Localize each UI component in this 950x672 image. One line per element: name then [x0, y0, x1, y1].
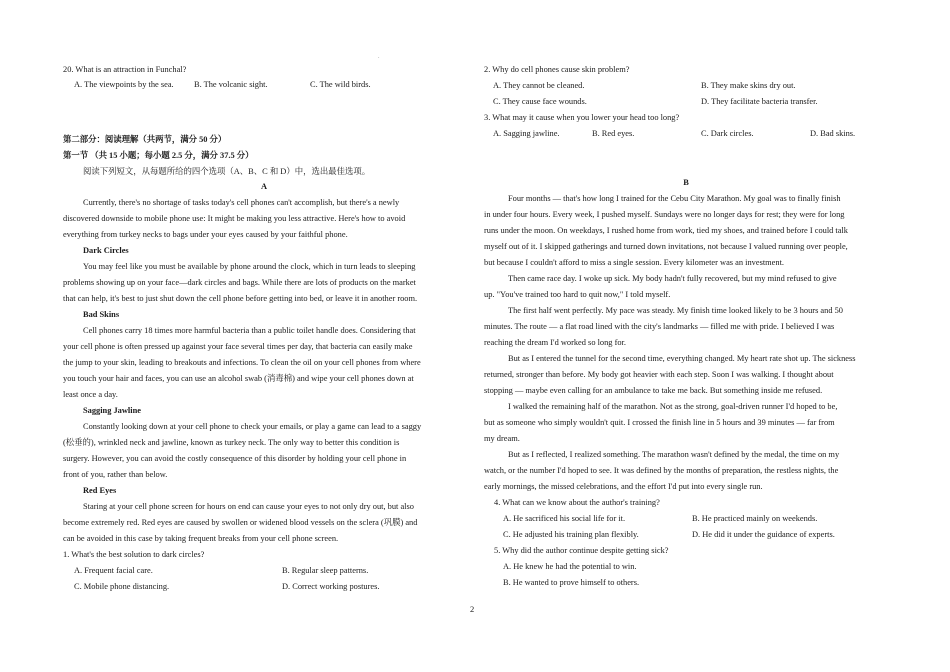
- q1-option-d: D. Correct working postures.: [282, 582, 380, 591]
- passage-a-line: that can help, it's best to just shut down the cell phone before getting into bed, or leave it in another room.: [63, 294, 418, 303]
- q3-option-a: A. Sagging jawline.: [493, 129, 560, 138]
- passage-b-line: but because I couldn't afford to miss a single session. Every kilometer was an investment.: [484, 258, 784, 267]
- heading-bad-skins: Bad Skins: [83, 310, 120, 319]
- section-title: 第一节 （共 15 小题；每小题 2.5 分，满分 37.5 分）: [63, 151, 254, 160]
- passage-b-line: watch, or the number I'd hoped to see. It was defined by the months of preparation, the restless nights, the: [484, 466, 839, 475]
- q2-option-b: B. They make skins dry out.: [701, 81, 796, 90]
- page-number: 2: [470, 604, 475, 614]
- passage-a-line: Cell phones carry 18 times more harmful bacteria than a public toilet handle does. Considering that: [83, 326, 416, 335]
- q2-question: 2. Why do cell phones cause skin problem?: [484, 65, 630, 74]
- passage-a-line: the jump to your skin, leading to breakouts and infections. To clean the oil on your cell phones from where: [63, 358, 421, 367]
- q4-option-c: C. He adjusted his training plan flexibly.: [503, 530, 639, 539]
- passage-b-line: stopping — maybe even calling for an ambulance to take me back. But something inside me refused.: [484, 386, 823, 395]
- q2-option-d: D. They facilitate bacteria transfer.: [701, 97, 818, 106]
- passage-b-line: reaching the dream I'd worked so long for.: [484, 338, 626, 347]
- part-title: 第二部分：阅读理解（共两节，满分 50 分）: [63, 135, 227, 144]
- heading-sagging-jawline: Sagging Jawline: [83, 406, 141, 415]
- passage-b-line: but as someone who simply wouldn't quit. I crossed the finish line in 5 hours and 39 minutes — far from: [484, 418, 835, 427]
- q3-question: 3. What may it cause when you lower your head too long?: [484, 113, 680, 122]
- q5-question: 5. Why did the author continue despite getting sick?: [494, 546, 669, 555]
- q20-option-c: C. The wild birds.: [310, 80, 371, 89]
- page-dot: .: [378, 54, 380, 60]
- q20-option-b: B. The volcanic sight.: [194, 80, 268, 89]
- passage-b-line: returned, stronger than before. My body got heavier with each step. Soon I was walking. I thought about: [484, 370, 834, 379]
- passage-b-line: Then came race day. I woke up sick. My body hadn't fully recovered, but my mind refused to give: [508, 274, 837, 283]
- passage-a-line: your cell phone is often pressed up against your face several times per day, that bacteria can easily make: [63, 342, 413, 351]
- q5-option-b: B. He wanted to prove himself to others.: [503, 578, 640, 587]
- q1-option-b: B. Regular sleep patterns.: [282, 566, 369, 575]
- q3-option-c: C. Dark circles.: [701, 129, 754, 138]
- passage-a-line: discovered downside to mobile phone use: It might be making you less attractive. Here's how to avoid: [63, 214, 406, 223]
- q4-question: 4. What can we know about the author's training?: [494, 498, 660, 507]
- q1-option-c: C. Mobile phone distancing.: [74, 582, 170, 591]
- q2-option-a: A. They cannot be cleaned.: [493, 81, 585, 90]
- passage-b-line: The first half went perfectly. My pace was steady. My finish time looked likely to be 3 hours and 50: [508, 306, 843, 315]
- passage-a-line: front of you, rather than below.: [63, 470, 168, 479]
- q4-option-d: D. He did it under the guidance of experts.: [692, 530, 835, 539]
- passage-b-line: up. "You've trained too hard to quit now," I told myself.: [484, 290, 671, 299]
- heading-red-eyes: Red Eyes: [83, 486, 117, 495]
- q20-option-a: A. The viewpoints by the sea.: [74, 80, 174, 89]
- passage-b-label: B: [683, 178, 689, 187]
- passage-a-line: Staring at your cell phone screen for hours on end can cause your eyes to not only dry out, but also: [83, 502, 414, 511]
- q20-question: 20. What is an attraction in Funchal?: [63, 65, 187, 74]
- q4-option-a: A. He sacrificed his social life for it.: [503, 514, 626, 523]
- instructions: 阅读下列短文，从每题所给的四个选项（A、B、C 和 D）中，选出最佳选项。: [83, 167, 371, 176]
- q1-question: 1. What's the best solution to dark circles?: [63, 550, 205, 559]
- q5-option-a: A. He knew he had the potential to win.: [503, 562, 637, 571]
- passage-a-line: (松垂的), wrinkled neck and jawline, known as turkey neck. The only way to better this condition is: [63, 438, 400, 447]
- passage-b-line: myself out of it. I skipped gatherings and turned down invitations, not because I valued running over people,: [484, 242, 848, 251]
- passage-b-line: Four months — that's how long I trained for the Cebu City Marathon. My goal was to finally finish: [508, 194, 841, 203]
- passage-a-line: surgery. However, you can avoid the costly consequence of this disorder by holding your cell phone in: [63, 454, 407, 463]
- passage-a-line: become extremely red. Red eyes are caused by swollen or widened blood vessels on the sclera (巩膜) and: [63, 518, 418, 527]
- passage-b-line: my dream.: [484, 434, 520, 443]
- passage-a-line: everything from turkey necks to bags under your eyes caused by your faithful phone.: [63, 230, 348, 239]
- passage-b-line: runs under the moon. On weekdays, I rushed home from work, tied my shoes, and trained before I could talk: [484, 226, 848, 235]
- passage-a-line: you touch your hair and faces, you can use an alcohol swab (消毒棉) and wipe your cell phones down at: [63, 374, 414, 383]
- q3-option-b: B. Red eyes.: [592, 129, 635, 138]
- q4-option-b: B. He practiced mainly on weekends.: [692, 514, 818, 523]
- passage-a-line: You may feel like you must be available by phone around the clock, which in turn leads to sleeping: [83, 262, 416, 271]
- q3-option-d: D. Bad skins.: [810, 129, 856, 138]
- passage-b-line: But as I reflected, I realized something. The marathon wasn't defined by the medal, the time on my: [508, 450, 840, 459]
- passage-a-label: A: [260, 182, 268, 191]
- passage-b-line: in under four hours. Every week, I pushed myself. Sundays were no longer days for rest; they were for long: [484, 210, 845, 219]
- passage-a-line: problems showing up on your face—dark circles and bags. While there are lots of products on the market: [63, 278, 416, 287]
- passage-b-line: But as I entered the tunnel for the second time, everything changed. My heart rate shot up. The sickness: [508, 354, 856, 363]
- passage-a-line: least once a day.: [63, 390, 118, 399]
- passage-b-line: minutes. The route — a flat road lined with the city's landmarks — filled me with pride. I believed I was: [484, 322, 835, 331]
- passage-a-line: Currently, there's no shortage of tasks today's cell phones can't accomplish, but there's a newly: [83, 198, 400, 207]
- q2-option-c: C. They cause face wounds.: [493, 97, 587, 106]
- passage-a-line: Constantly looking down at your cell phone to check your emails, or play a game can lead to a saggy: [83, 422, 422, 431]
- q1-option-a: A. Frequent facial care.: [74, 566, 153, 575]
- heading-dark-circles: Dark Circles: [83, 246, 129, 255]
- passage-a-line: can be avoided in this case by taking frequent breaks from your cell phone screen.: [63, 534, 339, 543]
- passage-b-line: early mornings, the missed celebrations, and the effort I'd put into every single run.: [484, 482, 763, 491]
- passage-b-line: I walked the remaining half of the marathon. Not as the strong, goal-driven runner I'd hoped to be,: [508, 402, 838, 411]
